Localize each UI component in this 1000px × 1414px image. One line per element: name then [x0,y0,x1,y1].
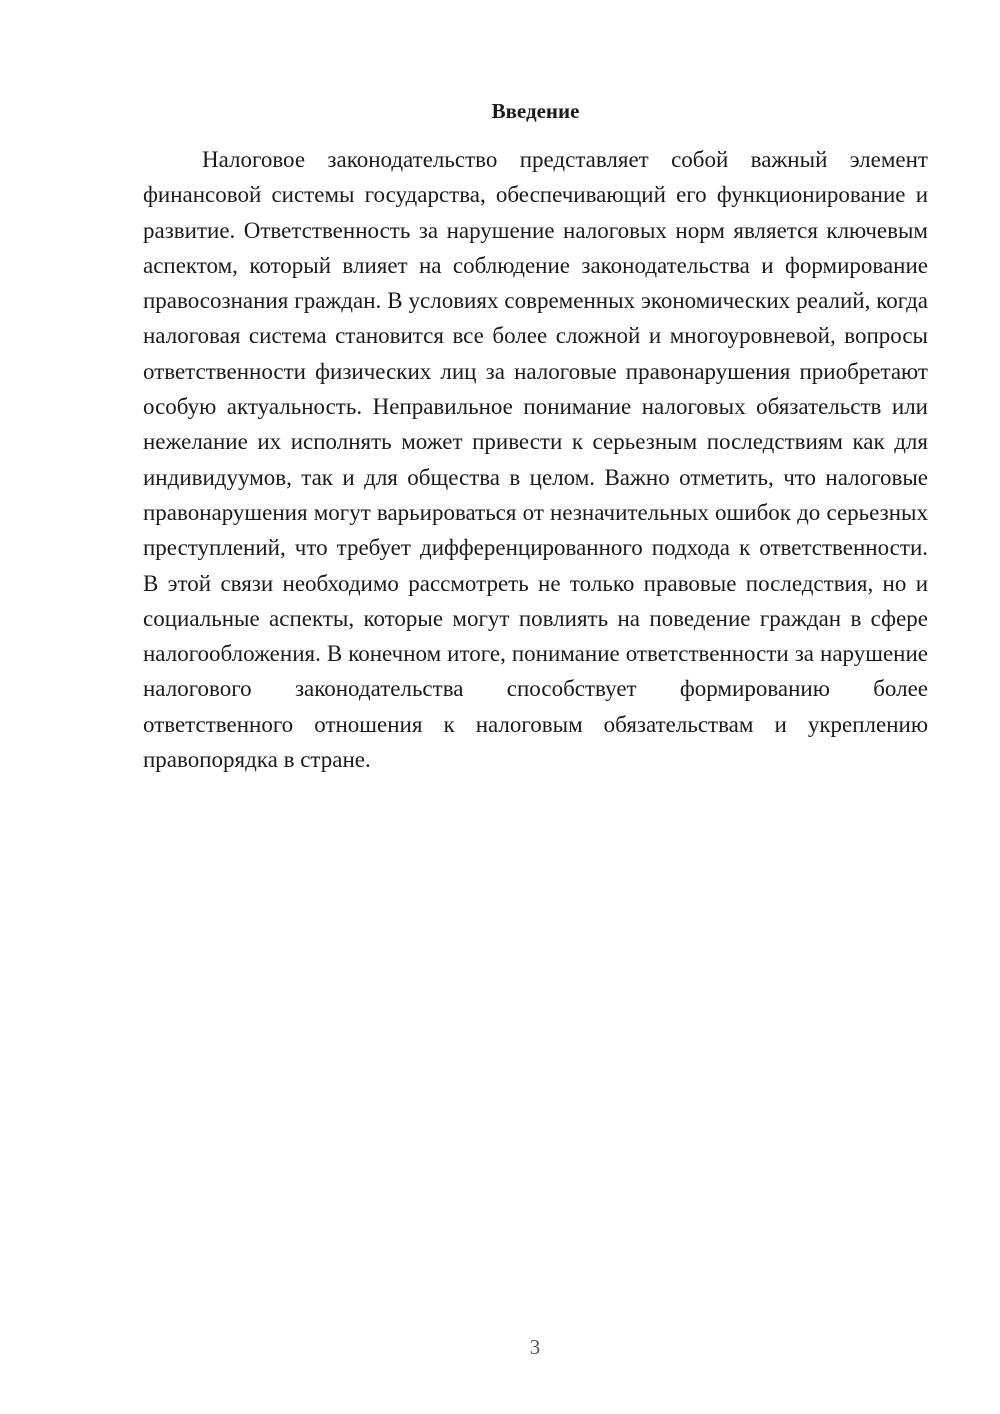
intro-paragraph: Налоговое законодательство представляет собой важный элемент финансовой системы государства, обеспечивающий его функционирование и развитие. Ответственность за нарушение налоговых норм является ключевым аспектом, который влияет на соблюдение законодательства и формирование правосознания граждан. В условиях современных экономических реалий, когда налоговая система становится все более сложной и многоуровневой, вопросы ответственности физических лиц за налоговые правонарушения приобретают особую актуальность. Неправильное понимание налоговых обязательств или нежелание их исполнять может привести к серьезным последствиям как для индивидуумов, так и для общества в целом. Важно отметить, что налоговые правонарушения могут варьироваться от незначительных ошибок до серьезных преступлений, что требует дифференцированного подхода к ответственности. В этой связи необходимо рассмотреть не только правовые последствия, но и социальные аспекты, которые могут повлиять на поведение граждан в сфере налогообложения. В конечном итоге, понимание ответственности за нарушение налогового законодательства способствует формированию более ответственного отношения к налоговым обязательствам и укреплению правопорядка в стране. [143,147,928,773]
page-number: 3 [529,1335,541,1359]
section-title: Введение [491,99,580,123]
